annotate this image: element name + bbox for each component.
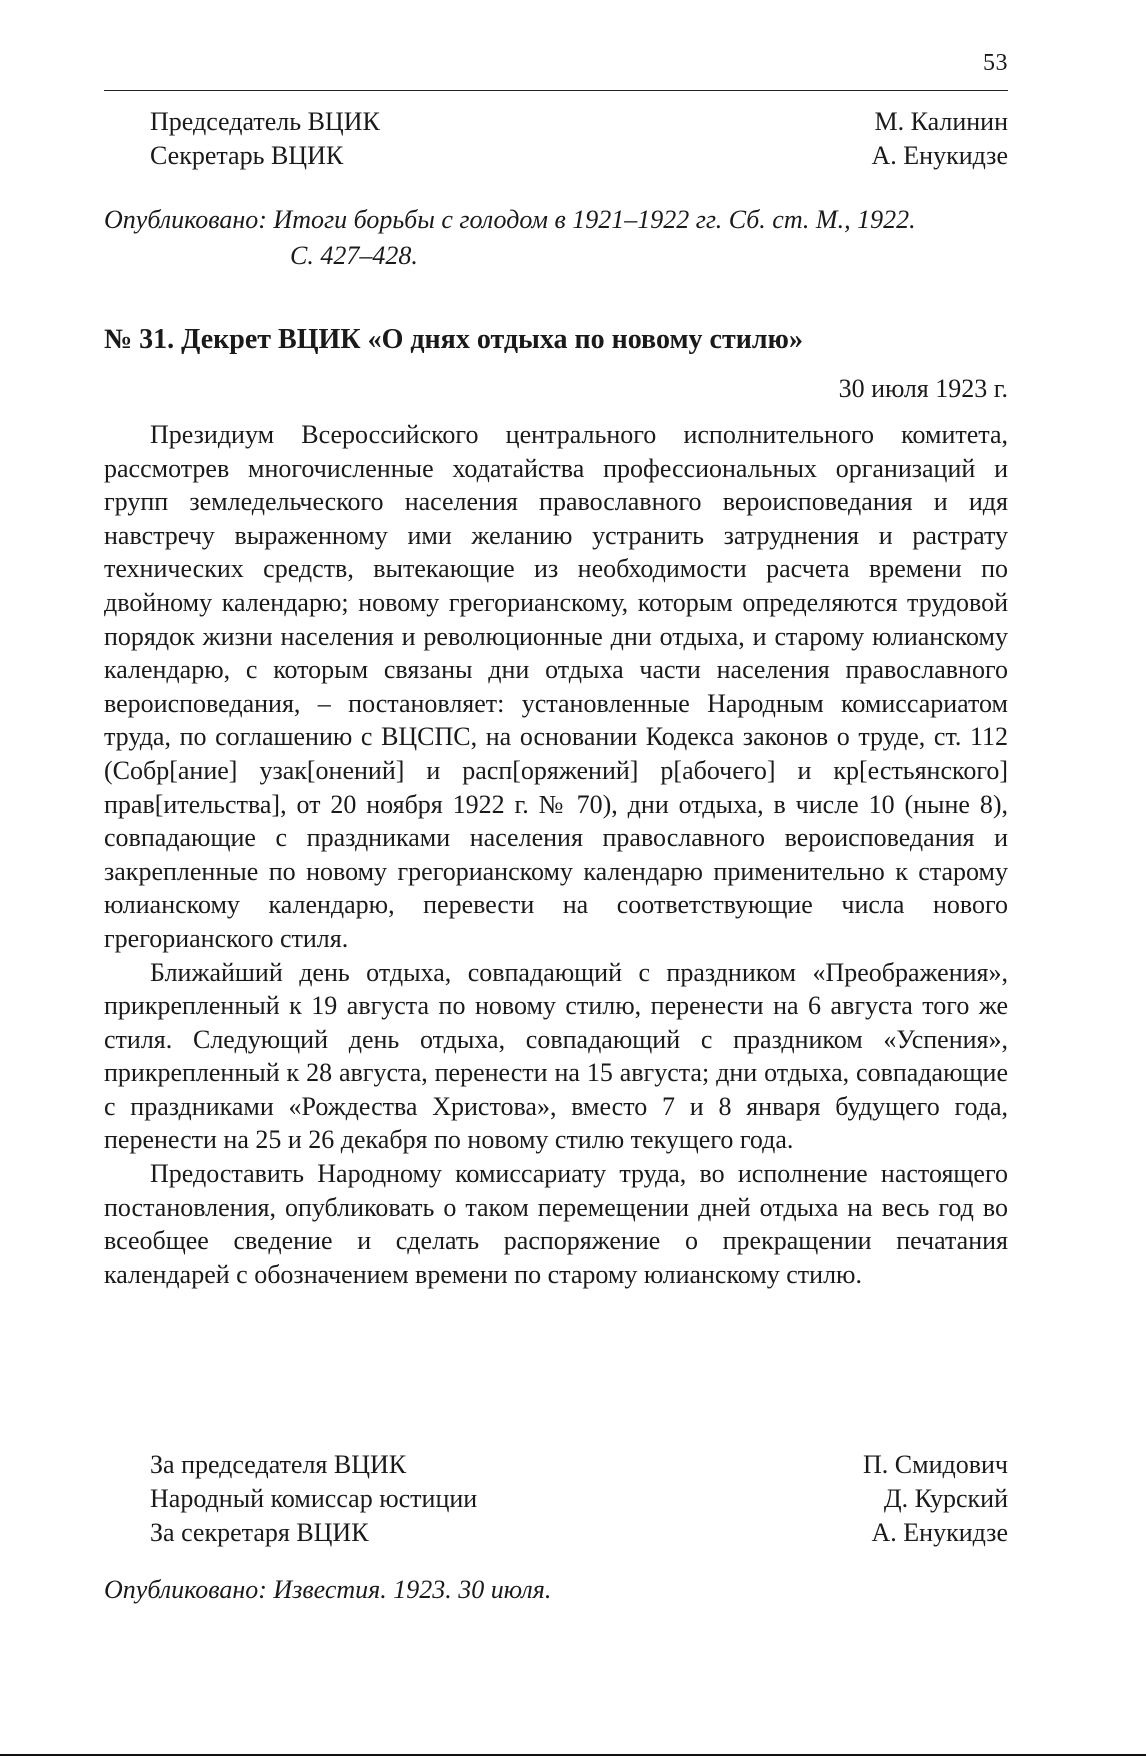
signature-role: За председателя ВЦИК [150, 1450, 407, 1479]
signature-row [150, 139, 1008, 173]
body-paragraph: Предоставить Народному комиссариату труда, во исполнение настоящего постановления, опубликовать о таком перемещении дней отдыха на весь год во всеобщее сведение и сделать распоряжение о прекращении печатания календарей с обозначением времени по старому юлианскому стилю. [104, 1159, 1008, 1289]
signature-name: П. Смидович [863, 1450, 1008, 1479]
page-number: 53 [983, 50, 1008, 76]
signature-name: А. Енукидзе [871, 141, 1008, 170]
body-paragraph: Ближайший день отдыха, совпадающий с праздником «Преображения», прикрепленный к 19 августа по новому стилю, перенести на 6 августа того же стиля. Следующий день отдыха, совпадающий с праздником «Успения», прикрепленный к 28 августа, перенести на 15 августа; дни отдыха, совпадающие с праздниками «Рождества Христова», вместо 7 и 8 января будущего года, перенести на 25 и 26 декабря по новому стилю текущего года. [104, 957, 1008, 1155]
signature-role: За секретаря ВЦИК [150, 1518, 369, 1547]
publication-line-2: С. 427–428. [290, 241, 418, 270]
signature-row [150, 1448, 1008, 1482]
signature-block-top [150, 105, 1008, 173]
signature-block-bottom [150, 1448, 1008, 1550]
document-date: 30 июля 1923 г. [838, 374, 1008, 403]
publication-line-1: Опубликовано: Итоги борьбы с голодом в 1921–1922 гг. Сб. ст. М., 1922. [104, 205, 916, 234]
signature-role: Председатель ВЦИК [150, 107, 380, 136]
signature-row [150, 1516, 1008, 1550]
header-rule [104, 90, 1008, 91]
document-heading: № 31. Декрет ВЦИК «О днях отдыха по новому стилю» [104, 324, 803, 355]
body-paragraph: Президиум Всероссийского центрального исполнительного комитета, рассмотрев многочисленные ходатайства профессиональных организаций и групп земледельческого населения православного вероисповедания и идя навстречу выраженному ими желанию устранить затруднения и растрату технических средств, вытекающие из необходимости расчета времени по двойному календарю; новому грегорианскому, которым определяются трудовой порядок жизни населения и революционные дни отдыха, и старому юлианскому календарю, с которым связаны дни отдыха части населения православного вероисповедания, – постановляет: установленные Народным комиссариатом труда, по соглашению с ВЦСПС, на основании Кодекса законов о труде, ст. 112 (Собр[ание] узак[онений] и расп[оряжений] р[абочего] и кр[естьянского] прав[ительства], от 20 ноября 1922 г. № 70), дни отдыха, в числе 10 (ныне 8), совпадающие с праздниками населения православного вероисповедания и закрепленные по новому грегорианскому календарю применительно к старому юлианскому календарю, перевести на соответствующие числа нового грегорианского стиля. [104, 420, 1008, 953]
signature-role: Народный комиссар юстиции [150, 1484, 478, 1513]
signature-name: М. Калинин [874, 107, 1008, 136]
publication-note-top [104, 202, 1008, 274]
publication-note-bottom: Опубликовано: Известия. 1923. 30 июля. [104, 1575, 552, 1604]
document-body [104, 418, 1008, 1291]
signature-name: Д. Курский [883, 1484, 1008, 1513]
signature-row [150, 105, 1008, 139]
signature-name: А. Енукидзе [871, 1518, 1008, 1547]
signature-role: Секретарь ВЦИК [150, 141, 344, 170]
signature-row [150, 1482, 1008, 1516]
page-bottom-rule [0, 1754, 1146, 1756]
